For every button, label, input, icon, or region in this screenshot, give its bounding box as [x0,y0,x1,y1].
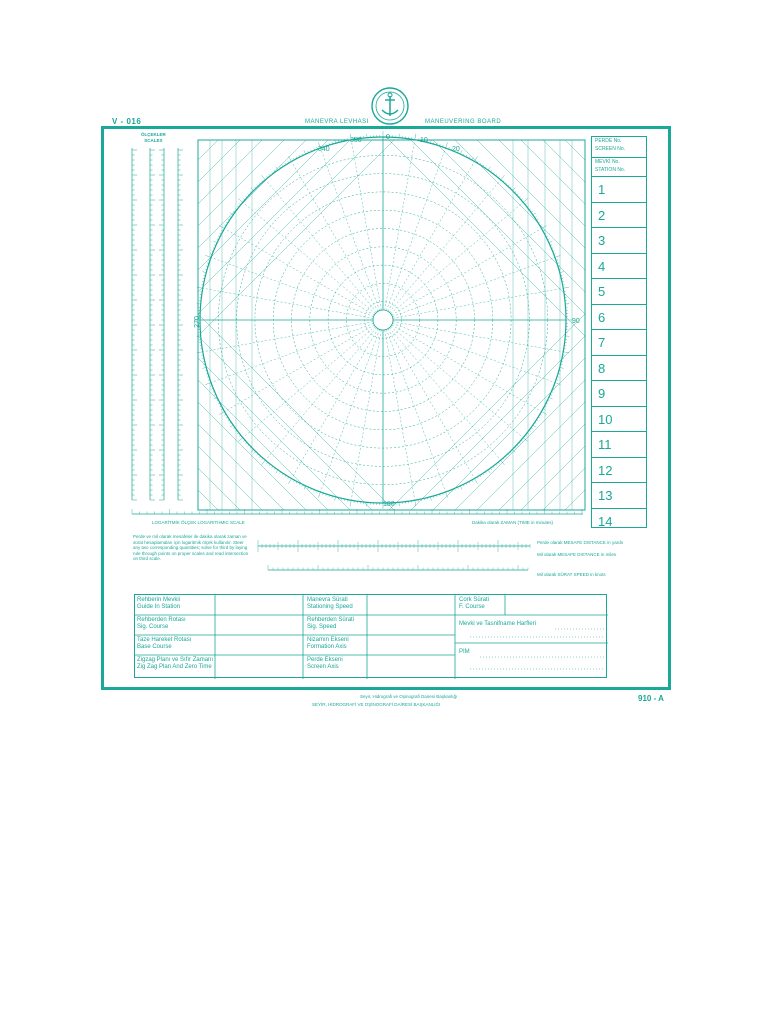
degree-tick [243,440,245,441]
diagonal-line [198,468,240,510]
diagonal-line [198,380,328,510]
degree-tick [238,438,243,442]
bearing-line [351,330,381,500]
degree-tick [523,199,528,203]
degree-tick [475,478,478,483]
form-left-1: Rehberden Rotası Sig. Course [137,617,186,630]
bearing-line [225,229,375,316]
form-left-3: Zigzag Planı ve Sıfır Zamanı Zig Zag Plan And Zero Time [137,657,214,670]
degree-tick [238,199,243,203]
station-no-label: MEVKİ No. STATION No. [592,158,646,177]
degree-tick [460,151,462,155]
degree-tick [503,180,504,182]
degree-tick [517,445,518,446]
station-row-7[interactable] [592,330,646,356]
bearing-label-350: 350 [350,137,362,144]
bearing-label-0: 0 [386,134,390,141]
distance-yards-label: Perde olarak MESAFE DISTANCE in yards [537,540,623,545]
degree-tick [521,440,523,441]
diagonal-line [433,358,585,510]
degree-tick [318,492,320,498]
degree-tick [512,188,515,191]
degree-tick [250,191,251,192]
degree-tick [503,458,504,460]
diagonal-line [477,402,585,510]
degree-tick [257,185,258,186]
degree-tick [508,454,509,455]
bearing-line [211,323,374,382]
degree-tick [510,452,511,453]
form-grid-lines [135,595,608,679]
bearing-line [385,330,415,500]
degree-tick [510,187,511,188]
degree-tick [446,142,448,148]
degree-tick [549,241,553,243]
degree-tick [560,272,564,273]
degree-tick [251,449,254,452]
degree-tick [289,156,292,161]
degree-tick [248,445,249,446]
bearing-line [265,180,376,313]
degree-tick [205,255,211,257]
station-rows [592,177,646,534]
doc-code-left: V - 016 [112,117,142,126]
bearing-label-180: 180 [383,501,395,508]
degree-tick [202,272,206,273]
degree-tick [555,255,561,257]
degree-tick [335,497,336,501]
degree-tick [254,187,255,188]
bearing-line [393,322,563,352]
bearing-line [265,328,376,461]
degree-tick [251,188,254,191]
bearing-line [386,329,445,492]
bearing-label-10: 10 [420,137,428,144]
degree-tick [563,287,569,288]
degree-tick [521,199,523,200]
station-row-1[interactable] [592,177,646,203]
bearing-line [292,329,379,479]
bearing-label-270: 270 [193,316,201,328]
diagonal-line [411,140,585,314]
time-scale-label: Dakika olarak ZAMAN (TIME in minutes) [472,520,554,525]
station-row-5[interactable] [592,279,646,305]
bearing-line [243,202,376,313]
degree-tick [519,442,520,443]
degree-tick [246,196,247,197]
degree-tick [549,397,553,399]
station-row-number: 12 [598,462,613,478]
degree-tick [541,412,546,415]
station-row-11[interactable] [592,432,646,458]
doc-code-right: 910 - A [638,694,664,703]
form-left-2: Taze Hareket Rotası Base Course [137,637,192,650]
degree-tick [415,134,416,140]
diagonal-line [198,336,372,510]
station-row-8[interactable] [592,356,646,382]
diagonal-line [198,358,350,510]
log-scale-label: LOGARİTMİK ÖLÇEK LOGARITHMIC SCALE [152,520,245,525]
degree-tick [555,383,561,385]
bearing-line [388,162,475,312]
degree-tick [533,425,536,427]
degree-tick [214,241,218,243]
speed-scale-label: Mil olarak SÜRAT SPEED in knots [537,572,606,577]
bearing-line [320,148,379,311]
station-row-14[interactable] [592,509,646,535]
log-scale-note: Perde ve mil olarak mesafeler ile dakika olarak zaman ve sürat hesaplamaları için logaritmik ölçek kullanılır. Steer any two corresponding quantities; solve for third by laying rule through points on proper scales and read intersection on third scale. [133,534,249,561]
degree-tick [259,183,260,184]
degree-tick [415,500,416,506]
station-row-number: 3 [598,233,606,248]
diagonal-line [198,446,262,510]
form-mid-0: Manevra Sürati Stationing Speed [307,597,353,610]
degree-tick [262,175,266,180]
bearing-line [392,229,542,316]
diagonal-line [198,140,284,226]
diagonal-line [389,314,585,510]
degree-tick [289,478,292,483]
degree-tick [430,497,431,501]
bearing-line [391,326,524,437]
station-row-number: 9 [598,386,606,401]
degree-tick [246,442,247,443]
diagonal-line [565,140,585,160]
station-row-2[interactable] [592,203,646,229]
station-row-number: 14 [598,513,613,529]
degree-tick [257,454,258,455]
station-row-number: 11 [598,437,612,452]
form-mid-3: Perde Ekseni Screen Axis [307,657,343,670]
station-row-number: 6 [598,309,606,325]
degree-tick [505,183,506,184]
diagonal-line [411,336,585,510]
degree-tick [243,199,245,200]
form-right-middle: Mevki ve Tasnifname Harfleri [459,621,536,627]
bearing-line [391,202,524,313]
degree-tick [262,460,266,465]
bearing-line [388,329,475,479]
diagonal-line [198,490,218,510]
station-row-number: 4 [598,258,606,274]
bearing-line [389,328,500,461]
station-row-13[interactable] [592,483,646,509]
degree-tick [460,486,462,490]
form-right-top: Cork Sürati F. Course [459,597,490,610]
station-row-12[interactable] [592,458,646,484]
degree-tick [563,352,569,353]
station-row-number: 5 [598,284,606,299]
bearing-label-20: 20 [452,146,460,153]
bearing-line [386,148,445,311]
degree-tick [501,175,505,180]
form-right-bottom: PIM [459,649,470,655]
diagonal-line [198,140,240,182]
degree-tick [505,456,506,457]
degree-tick [508,185,509,186]
bearing-line [203,288,373,318]
station-row-number: 13 [598,488,613,503]
diagonal-line [433,140,585,292]
degree-tick [488,167,490,170]
diagonal-line [198,140,350,292]
degree-tick [519,196,520,197]
degree-tick [250,447,251,448]
degree-tick [254,452,255,453]
degree-tick [248,194,249,195]
degree-tick [488,470,490,473]
bearing-line [385,140,415,310]
bearing-line [393,288,563,318]
bearing-line [392,325,542,412]
degree-tick [205,383,211,385]
title-en: MANEUVERING BOARD [425,119,502,125]
degree-tick [515,447,516,448]
bearing-label-90: 90 [572,318,580,325]
station-row-number: 1 [598,182,606,197]
station-row-number: 8 [598,360,606,376]
scales-label: ÖLÇEKLER SCALES [141,132,166,143]
diagonal-line [543,140,585,182]
station-row-number: 2 [598,207,606,223]
degree-tick [262,180,263,182]
degree-tick [512,449,515,452]
footer-line2: SEYİR, HİDROGRAFİ VE OŞİNOGRAFİ DAİRESİ BAŞKANLIĞI [312,702,441,707]
center-circle [373,310,393,330]
station-row-number: 10 [598,411,613,427]
diagonal-line [521,446,585,510]
station-table [591,136,647,528]
bearing-line [292,162,379,312]
degree-tick [533,213,536,215]
diagonal-line [477,140,585,248]
screen-no-label: PERDE No. SCREEN No. [592,137,646,158]
bearing-line [351,140,381,310]
diagonal-line [198,140,262,204]
station-row-9[interactable] [592,381,646,407]
degree-tick [515,191,516,192]
degree-tick [202,367,206,368]
station-row-number: 7 [598,335,606,350]
station-row-4[interactable] [592,254,646,280]
diagonal-line [198,140,218,160]
footer-line1: Seyir, Hidrografi ve Oşinografi Dairesi Başkanlığı [360,694,458,699]
degree-tick [517,194,518,195]
bearing-line [211,257,374,316]
distance-miles-label: Mil olarak MESAFE DISTANCE in miles [537,552,617,557]
data-form [134,594,607,678]
diagonal-line [565,490,585,510]
form-left-0: Rehberin Mevkii Guide In Station [137,597,181,610]
diagonal-line [198,424,284,510]
degree-tick [262,458,263,460]
degree-tick [230,425,233,427]
degree-tick [560,367,564,368]
degree-tick [276,470,278,473]
form-mid-2: Nizamın Ekseni Formation Axis [307,637,349,650]
degree-tick [304,151,306,155]
bearing-line [203,322,373,352]
form-mid-1: Rehberden Sürati Sig. Speed [307,617,355,630]
degree-tick [350,500,351,506]
station-row-6[interactable] [592,305,646,331]
bearing-line [243,326,376,437]
bearing-line [320,329,379,492]
bearing-line [225,325,375,412]
diagonal-line [521,140,585,204]
title-tr: MANEVRA LEVHASI [305,119,369,125]
diagonal-line [543,468,585,510]
station-row-10[interactable] [592,407,646,433]
degree-tick [259,456,260,457]
bearing-label-340: 340 [318,146,330,153]
bearing-line [389,180,500,313]
diagonal-line [455,380,585,510]
diagonal-line [198,140,394,336]
degree-tick [446,492,448,498]
station-row-3[interactable] [592,228,646,254]
